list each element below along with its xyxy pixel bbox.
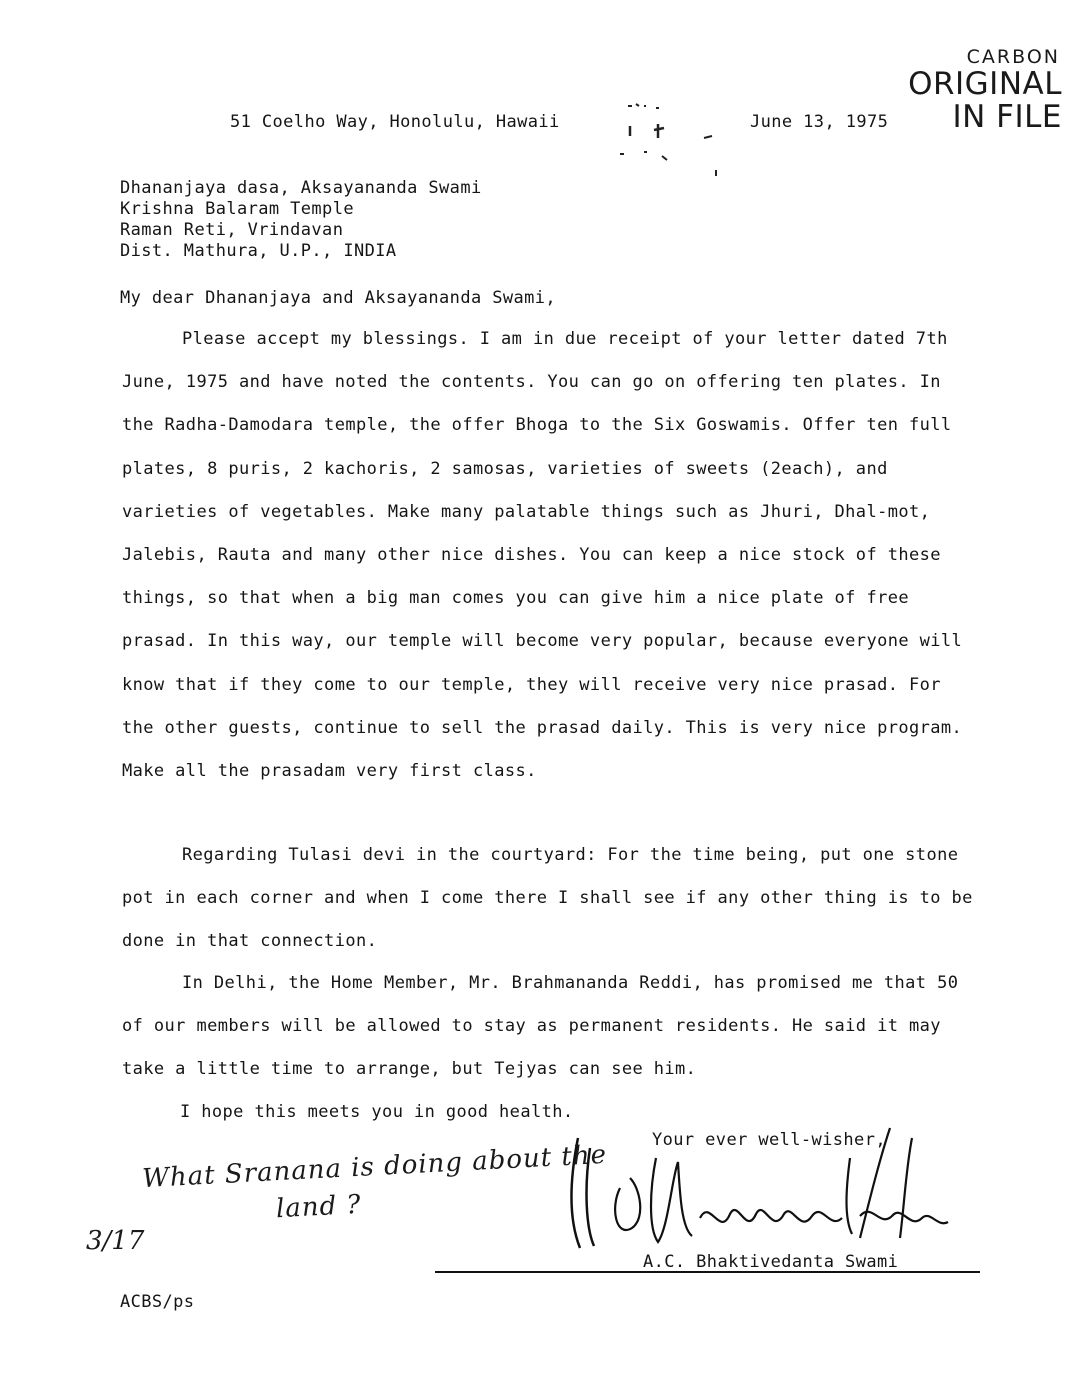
paragraph-text: Please accept my blessings. I am in due receipt of your letter dated 7th June, 1975 and have noted the contents. You can go on offering ten plates. In the Radha-Damodara temple, the offer Bhoga to the Six Goswamis. Offer ten full plates, 8 puris, 2 kachoris, 2 samosas, varieties of sweets (2each), and varieties of vegetables. Make many palatable things such as Jhuri, Dhal-mot, Jalebis, Rauta and many other nice dishes. You can keep a nice stock of these things, so that when a big man comes you can give him a nice plate of free prasad. In this way, our temple will become very popular, because everyone will know that if they come to our temple, they will receive very nice prasad. For the other guests, continue to sell the prasad daily. This is very nice program. Make all the prasadam very first class.	[122, 329, 963, 782]
stamp-line-original: ORIGINAL	[908, 66, 1062, 102]
signed-name: A.C. Bhaktivedanta Swami	[643, 1252, 899, 1272]
recipient-line: Krishna Balaram Temple	[120, 199, 354, 219]
stamp-line-in-file: IN FILE	[952, 99, 1062, 135]
body-paragraph	[122, 318, 982, 793]
paragraph-text: Regarding Tulasi devi in the courtyard: For the time being, put one stone pot in each corner and when I come there I shall see if any other thing is to be done in that connection.	[122, 845, 973, 952]
stamp-line-carbon: CARBON	[966, 46, 1060, 68]
recipient-line: Dist. Mathura, U.P., INDIA	[120, 241, 397, 261]
paragraph-text: In Delhi, the Home Member, Mr. Brahmananda Reddi, has promised me that 50 of our members will be allowed to stay as permanent residents. He said it may take a little time to arrange, but Tejyas can see him.	[122, 973, 959, 1080]
carbon-original-stamp	[908, 48, 1062, 133]
recipient-line: Dhananjaya dasa, Aksayananda Swami	[120, 178, 482, 198]
handwritten-note-line: What Sranana is doing about the	[141, 1139, 608, 1195]
recipient-line: Raman Reti, Vrindavan	[120, 220, 344, 240]
typist-initials: ACBS/ps	[120, 1292, 195, 1312]
handwritten-date: 3/17	[86, 1226, 145, 1256]
body-paragraph: I hope this meets you in good health.	[180, 1102, 574, 1122]
handwritten-signature	[560, 1118, 960, 1268]
body-paragraph	[122, 834, 982, 964]
sender-address: 51 Coelho Way, Honolulu, Hawaii	[230, 112, 560, 132]
handwritten-note-line: land ?	[275, 1189, 363, 1225]
body-paragraph	[122, 962, 982, 1092]
salutation: My dear Dhananjaya and Aksayananda Swami,	[120, 288, 557, 308]
stray-pen-marks	[600, 96, 730, 186]
letter-date: June 13, 1975	[750, 112, 889, 132]
recipient-block	[120, 178, 482, 262]
closing-line: Your ever well-wisher,	[652, 1130, 886, 1150]
